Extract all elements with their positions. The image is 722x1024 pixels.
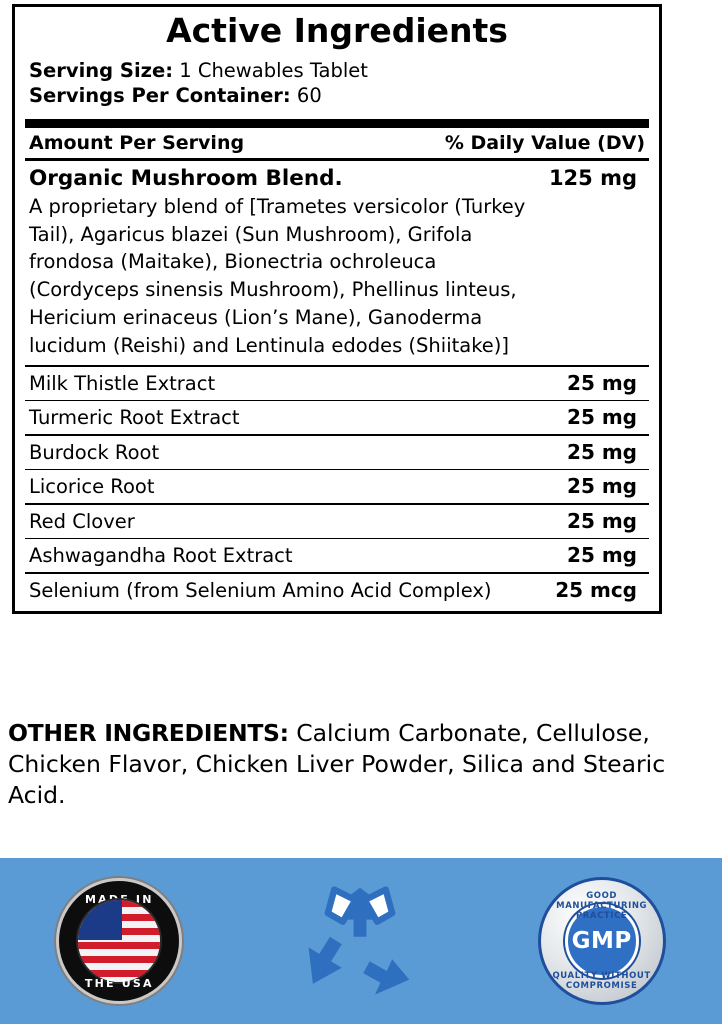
daily-value-label: % Daily Value (DV) <box>444 132 645 155</box>
table-row <box>15 539 659 572</box>
divider-thick <box>25 119 649 128</box>
ingredient-amount: 25 mg <box>567 543 637 568</box>
table-row <box>15 505 659 538</box>
gmp-top-text: GOOD MANUFACTURING PRACTICE <box>556 891 648 921</box>
made-in-usa-icon <box>56 878 182 1004</box>
active-ingredients-panel <box>12 4 662 614</box>
made-in-usa-bottom-text: THE USA <box>84 977 154 990</box>
ingredient-amount: 25 mg <box>567 405 637 430</box>
panel-title: Active Ingredients <box>166 11 508 50</box>
ingredient-amount: 25 mg <box>567 370 637 395</box>
ingredient-name: Licorice Root <box>29 475 155 499</box>
blend-name: Organic Mushroom Blend. <box>29 166 343 192</box>
servings-per-container-label: Servings Per Container: <box>29 84 291 108</box>
servings-per-container-value: 60 <box>296 84 322 108</box>
table-row <box>15 574 659 607</box>
ingredient-amount: 25 mcg <box>555 577 637 602</box>
flag-canton <box>78 900 122 940</box>
ingredient-name: Turmeric Root Extract <box>29 406 240 430</box>
gmp-center-text: GMP <box>565 904 639 978</box>
serving-size-value: 1 Chewables Tablet <box>179 58 368 82</box>
ingredient-name: Ashwagandha Root Extract <box>29 544 293 568</box>
usa-flag-icon <box>76 898 162 984</box>
certification-footer <box>0 858 722 1024</box>
ingredient-name: Burdock Root <box>29 440 160 464</box>
gmp-bottom-text: QUALITY WITHOUT COMPROMISE <box>552 971 651 991</box>
table-row <box>15 401 659 434</box>
ingredient-name: Selenium (from Selenium Amino Acid Complex) <box>29 578 492 602</box>
gmp-icon <box>538 877 666 1005</box>
serving-size-row <box>29 58 645 84</box>
blend-amount: 125 mg <box>548 166 637 191</box>
other-ingredients-label: OTHER INGREDIENTS: <box>8 719 289 747</box>
servings-per-container-row <box>29 83 645 109</box>
serving-size-label: Serving Size: <box>29 58 174 82</box>
other-ingredients-text: Calcium Carbonate, Cellulose, Chicken Flavor, Chicken Liver Powder, Silica and Stearic Acid. <box>8 719 666 810</box>
other-ingredients <box>0 718 700 811</box>
ingredient-name: Red Clover <box>29 509 135 533</box>
table-row <box>15 470 659 503</box>
amount-per-serving-label: Amount Per Serving <box>29 132 245 155</box>
panel-bottom-padding <box>15 607 659 611</box>
table-row <box>15 367 659 400</box>
ingredient-name: Milk Thistle Extract <box>29 371 216 395</box>
serving-info <box>15 58 659 113</box>
amount-per-serving-header <box>15 128 659 158</box>
ingredient-amount: 25 mg <box>567 474 637 499</box>
ingredient-amount: 25 mg <box>567 508 637 533</box>
recycle-icon <box>295 881 425 1001</box>
table-row <box>15 436 659 469</box>
ingredient-amount: 25 mg <box>567 439 637 464</box>
blend-row <box>15 161 659 191</box>
blend-description: A proprietary blend of [Trametes versicolor (Turkey Tail), Agaricus blazei (Sun Mushroom), Grifola frondosa (Maitake), Bionectria ochroleuca (Cordyceps sinensis Mushroom), Phellinus linteus, Hericium erinaceus (Lion’s Mane), Ganoderma lucidum (Reishi) and Lentinula edodes (Shiitake)] <box>29 195 526 357</box>
